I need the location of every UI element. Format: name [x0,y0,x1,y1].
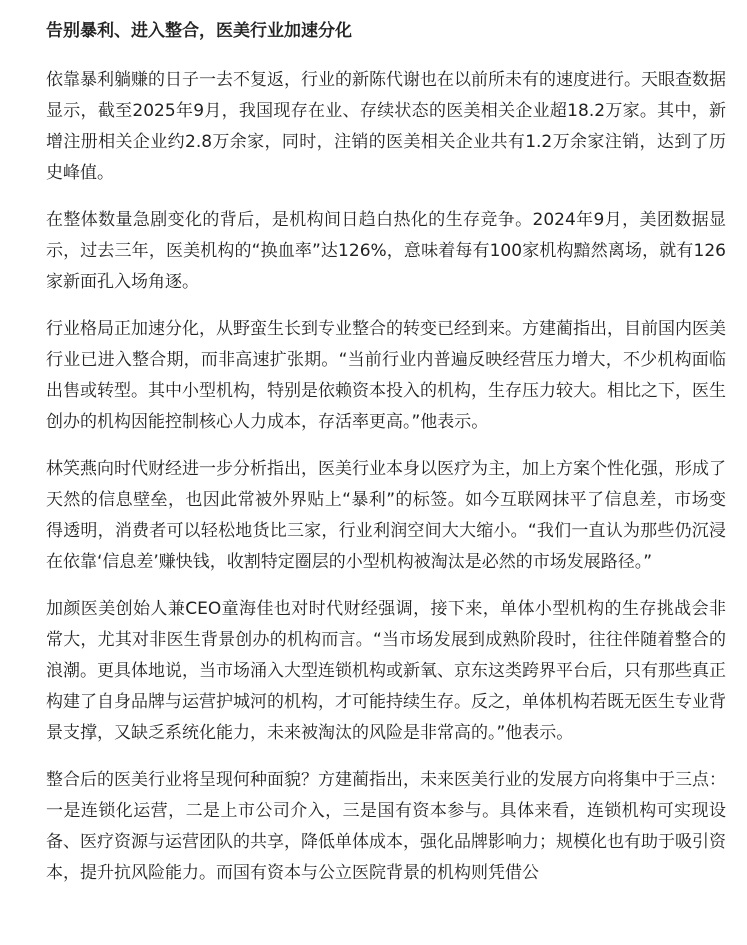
article-body [46,12,726,889]
paragraph-1: 依靠暴利躺赚的日子一去不复返，行业的新陈代谢也在以前所未有的速度进行。天眼查数据显示，截至2025年9月，我国现存在业、存续状态的医美相关企业超18.2万家。其中，新增注册相关企业约2.8万余家，同时，注销的医美相关企业共有1.2万余家注销，达到了历史峰值。 [46,70,726,183]
paragraph-4: 林笑燕向时代财经进一步分析指出，医美行业本身以医疗为主，加上方案个性化强，形成了天然的信息壁垒，也因此常被外界贴上“暴利”的标签。如今互联网抹平了信息差，市场变得透明，消费者可以轻松地货比三家，行业利润空间大大缩小。“我们一直认为那些仍沉浸在依靠‘信息差’赚快钱，收割特定圈层的小型机构被淘汰是必然的市场发展路径。” [46,459,726,572]
paragraph-6: 整合后的医美行业将呈现何种面貌？方建蔺指出，未来医美行业的发展方向将集中于三点：一是连锁化运营，二是上市公司介入，三是国有资本参与。具体来看，连锁机构可实现设备、医疗资源与运营团队的共享，降低单体成本，强化品牌影响力；规模化也有助于吸引资本，提升抗风险能力。而国有资本与公立医院背景的机构则凭借公 [46,770,726,883]
paragraph-3: 行业格局正加速分化，从野蛮生长到专业整合的转变已经到来。方建蔺指出，目前国内医美行业已进入整合期，而非高速扩张期。“当前行业内普遍反映经营压力增大，不少机构面临出售或转型。其中小型机构，特别是依赖资本投入的机构，生存压力较大。相比之下，医生创办的机构因能控制核心人力成本，存活率更高。”他表示。 [46,319,726,432]
paragraph-2: 在整体数量急剧变化的背后，是机构间日趋白热化的生存竞争。2024年9月，美团数据显示，过去三年，医美机构的“换血率”达126%，意味着每有100家机构黯然离场，就有126家新面孔入场角逐。 [46,210,727,292]
paragraph-5: 加颜医美创始人兼CEO童海佳也对时代财经强调，接下来，单体小型机构的生存挑战会非常大，尤其对非医生背景创办的机构而言。“当市场发展到成熟阶段时，往往伴随着整合的浪潮。更具体地说，当市场涌入大型连锁机构或新氧、京东这类跨界平台后，只有那些真正构建了自身品牌与运营护城河的机构，才可能持续生存。反之，单体机构若既无医生专业背景支撑，又缺乏系统化能力，未来被淘汰的风险是非常高的。”他表示。 [46,599,726,743]
article-heading: 告别暴利、进入整合，医美行业加速分化 [46,21,352,41]
